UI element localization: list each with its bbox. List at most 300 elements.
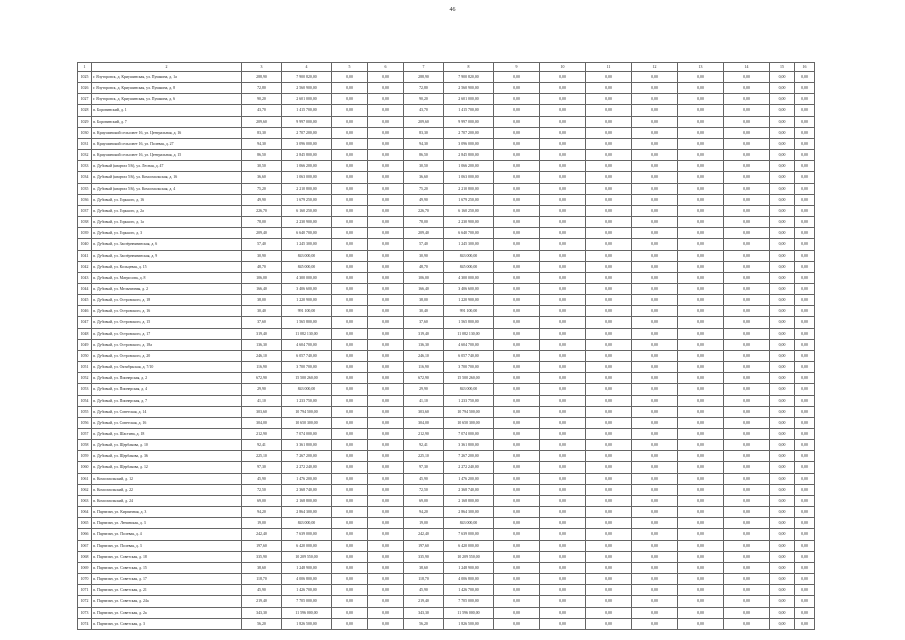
table-cell: 0,00: [494, 607, 540, 618]
table-cell: 843 000,00: [282, 250, 332, 261]
table-cell: 0,00: [332, 150, 368, 161]
table-cell: 1058: [78, 440, 92, 451]
table-cell: 0,00: [368, 484, 404, 495]
table-cell: 2 210 800,00: [444, 183, 494, 194]
table-cell: 0,00: [540, 507, 586, 518]
table-cell: 1 415 700,00: [444, 105, 494, 116]
table-cell: 0,00: [368, 440, 404, 451]
column-number: 4: [282, 63, 332, 72]
table-cell: 0,00: [368, 462, 404, 473]
table-cell: 1 063 000,00: [282, 172, 332, 183]
table-cell: 0,00: [770, 72, 795, 83]
table-cell: 57,40: [404, 239, 444, 250]
table-cell: 0,00: [770, 350, 795, 361]
table-cell: 0,00: [494, 406, 540, 417]
table-cell: 0,00: [678, 83, 724, 94]
table-cell: 0,00: [678, 451, 724, 462]
table-row: [78, 518, 815, 529]
table-cell: 1 066 200,00: [282, 161, 332, 172]
table-cell: 0,00: [586, 529, 632, 540]
table-cell: 4 300 000,00: [444, 272, 494, 283]
table-cell: 0,00: [332, 395, 368, 406]
table-cell: 0,00: [368, 116, 404, 127]
table-cell: 6 057 740,00: [282, 350, 332, 361]
table-cell: 6 160 250,00: [282, 205, 332, 216]
table-cell: 0,00: [494, 250, 540, 261]
table-cell: 6 420 000,00: [444, 540, 494, 551]
table-cell: 0,00: [795, 429, 815, 440]
table-cell: 0,00: [678, 317, 724, 328]
address-cell: п. Дубовый, ул. Советская, д. 16: [92, 417, 242, 428]
address-cell: п. Партизан, ул. Советская, д. 24а: [92, 596, 242, 607]
table-cell: 4 604 700,00: [282, 339, 332, 350]
table-cell: 0,00: [724, 384, 770, 395]
table-cell: 1062: [78, 484, 92, 495]
table-cell: 0,00: [368, 562, 404, 573]
table-cell: 0,00: [332, 105, 368, 116]
table-cell: 0,00: [795, 384, 815, 395]
address-cell: п. Дубовый (квартал 5/6), ул. Комсомольская, д. 4: [92, 183, 242, 194]
table-cell: 38,00: [242, 295, 282, 306]
table-cell: 0,00: [632, 585, 678, 596]
table-cell: 246,10: [404, 350, 444, 361]
table-cell: 0,00: [724, 283, 770, 294]
table-cell: 0,00: [632, 295, 678, 306]
table-cell: 0,00: [368, 83, 404, 94]
table-cell: 0,00: [632, 551, 678, 562]
table-cell: 0,00: [368, 317, 404, 328]
table-cell: 0,00: [540, 205, 586, 216]
table-cell: 43,70: [404, 105, 444, 116]
table-cell: 0,00: [724, 272, 770, 283]
table-cell: 0,00: [368, 529, 404, 540]
table-cell: 219,40: [242, 596, 282, 607]
table-cell: 0,00: [678, 172, 724, 183]
table-cell: 0,00: [586, 518, 632, 529]
table-cell: 3 096 000,00: [444, 138, 494, 149]
table-cell: 0,00: [632, 116, 678, 127]
address-cell: п. Дубовый, ул. Кольцевая, д. 15: [92, 261, 242, 272]
table-cell: 57,40: [242, 239, 282, 250]
table-cell: 0,00: [770, 261, 795, 272]
table-cell: 0,00: [632, 150, 678, 161]
table-cell: 0,00: [368, 518, 404, 529]
table-cell: 0,00: [770, 116, 795, 127]
table-cell: 0,00: [494, 574, 540, 585]
table-cell: 0,00: [586, 328, 632, 339]
table-cell: 10 209 550,00: [444, 551, 494, 562]
table-cell: 0,00: [332, 451, 368, 462]
table-cell: 0,00: [540, 72, 586, 83]
table-cell: 1 565 800,00: [282, 317, 332, 328]
table-cell: 0,00: [632, 283, 678, 294]
table-cell: 0,00: [770, 83, 795, 94]
table-cell: 0,00: [368, 172, 404, 183]
table-cell: 0,00: [795, 540, 815, 551]
table-cell: 0,00: [540, 217, 586, 228]
table-cell: 0,00: [795, 250, 815, 261]
table-cell: 1035: [78, 183, 92, 194]
table-cell: 0,00: [494, 183, 540, 194]
table-cell: 0,00: [368, 205, 404, 216]
table-cell: 78,00: [404, 217, 444, 228]
table-cell: 0,00: [368, 574, 404, 585]
table-cell: 0,00: [770, 217, 795, 228]
table-row: [78, 239, 815, 250]
address-cell: п. Партизан, ул. Советская, д. 21: [92, 585, 242, 596]
table-cell: 0,00: [724, 261, 770, 272]
table-cell: 0,00: [770, 94, 795, 105]
table-cell: 4 604 700,00: [444, 339, 494, 350]
table-cell: 0,00: [724, 194, 770, 205]
table-cell: 6 057 740,00: [444, 350, 494, 361]
table-cell: 0,00: [724, 373, 770, 384]
table-cell: 0,00: [332, 283, 368, 294]
table-cell: 1031: [78, 138, 92, 149]
table-cell: 0,00: [678, 473, 724, 484]
table-cell: 0,00: [724, 507, 770, 518]
table-cell: 0,00: [724, 295, 770, 306]
data-table: [77, 62, 815, 630]
table-row: [78, 116, 815, 127]
table-cell: 0,00: [368, 239, 404, 250]
table-row: [78, 373, 815, 384]
table-cell: 0,00: [586, 350, 632, 361]
table-cell: 0,00: [494, 585, 540, 596]
table-cell: 0,00: [332, 350, 368, 361]
table-cell: 1052: [78, 373, 92, 384]
table-cell: 136,30: [404, 339, 444, 350]
table-row: [78, 261, 815, 272]
table-cell: 0,00: [795, 518, 815, 529]
table-cell: 1066: [78, 529, 92, 540]
table-cell: 1 220 900,00: [444, 295, 494, 306]
table-cell: 45,90: [242, 585, 282, 596]
table-cell: 0,00: [586, 239, 632, 250]
table-cell: 38,60: [242, 562, 282, 573]
table-cell: 0,00: [632, 105, 678, 116]
column-number: 15: [770, 63, 795, 72]
table-cell: 19,00: [404, 518, 444, 529]
table-cell: 0,00: [586, 161, 632, 172]
table-cell: 0,00: [494, 261, 540, 272]
address-cell: п. Партизан, ул. Советская, д. 2а: [92, 607, 242, 618]
table-cell: 0,00: [332, 440, 368, 451]
table-cell: 1038: [78, 217, 92, 228]
table-cell: 0,00: [678, 127, 724, 138]
table-cell: 0,00: [368, 384, 404, 395]
table-cell: 0,00: [678, 574, 724, 585]
table-cell: 0,00: [540, 551, 586, 562]
table-cell: 0,00: [586, 172, 632, 183]
table-cell: 335,90: [242, 551, 282, 562]
table-cell: 2 368 740,00: [282, 484, 332, 495]
table-cell: 0,00: [586, 339, 632, 350]
table-cell: 2 845 800,00: [282, 150, 332, 161]
table-cell: 69,00: [242, 495, 282, 506]
table-cell: 335,90: [404, 551, 444, 562]
table-cell: 845 000,00: [282, 261, 332, 272]
table-cell: 0,00: [540, 272, 586, 283]
table-cell: 0,00: [724, 451, 770, 462]
table-cell: 0,00: [724, 317, 770, 328]
table-cell: 0,00: [494, 83, 540, 94]
table-cell: 1 565 800,00: [444, 317, 494, 328]
table-cell: 0,00: [724, 529, 770, 540]
table-cell: 0,00: [724, 328, 770, 339]
table-row: [78, 138, 815, 149]
table-cell: 0,00: [632, 94, 678, 105]
table-cell: 0,00: [795, 306, 815, 317]
table-cell: 0,00: [724, 495, 770, 506]
table-cell: 0,00: [586, 596, 632, 607]
table-cell: 1053: [78, 384, 92, 395]
table-cell: 0,00: [724, 116, 770, 127]
column-number: 3: [242, 63, 282, 72]
table-cell: 2 707 200,00: [282, 127, 332, 138]
table-cell: 0,00: [368, 295, 404, 306]
table-cell: 2 601 000,00: [444, 94, 494, 105]
table-cell: 0,00: [632, 205, 678, 216]
table-cell: 0,00: [586, 384, 632, 395]
table-cell: 0,00: [678, 384, 724, 395]
table-cell: 0,00: [540, 529, 586, 540]
table-cell: 0,00: [724, 350, 770, 361]
table-cell: 0,00: [795, 406, 815, 417]
table-cell: 0,00: [678, 551, 724, 562]
table-cell: 0,00: [540, 83, 586, 94]
table-cell: 209,40: [404, 228, 444, 239]
table-cell: 2 601 000,00: [282, 94, 332, 105]
table-cell: 0,00: [724, 395, 770, 406]
column-number: 1: [78, 63, 92, 72]
table-cell: 0,00: [678, 540, 724, 551]
table-cell: 0,00: [678, 250, 724, 261]
table-cell: 0,00: [795, 339, 815, 350]
table-row: [78, 161, 815, 172]
table-cell: 94,30: [242, 138, 282, 149]
table-cell: 0,00: [540, 228, 586, 239]
table-cell: 7 900 820,00: [444, 72, 494, 83]
table-cell: 0,00: [678, 295, 724, 306]
table-cell: 1055: [78, 406, 92, 417]
address-cell: п. Партизан, ул. Советская, д. 17: [92, 574, 242, 585]
table-cell: 0,00: [678, 161, 724, 172]
table-cell: 1 233 750,00: [444, 395, 494, 406]
address-cell: п. Комсомольский, д. 22: [92, 484, 242, 495]
table-cell: 1040: [78, 239, 92, 250]
table-cell: 0,00: [494, 551, 540, 562]
table-cell: 843 000,00: [444, 518, 494, 529]
table-cell: 19,00: [242, 518, 282, 529]
address-cell: п. Партизан, ул. Полевая, д. 3: [92, 540, 242, 551]
table-cell: 0,00: [368, 217, 404, 228]
table-cell: 11 596 000,00: [282, 607, 332, 618]
table-cell: 2 864 300,00: [282, 507, 332, 518]
table-cell: 0,00: [494, 417, 540, 428]
table-cell: 30,40: [404, 306, 444, 317]
table-cell: 45,90: [242, 473, 282, 484]
table-cell: 30,50: [404, 161, 444, 172]
table-row: [78, 406, 815, 417]
table-cell: 1 220 900,00: [282, 295, 332, 306]
table-cell: 30,50: [242, 161, 282, 172]
table-cell: 49,90: [242, 194, 282, 205]
address-cell: п. Комсомольский, д. 24: [92, 495, 242, 506]
table-cell: 0,00: [770, 507, 795, 518]
table-cell: 0,00: [678, 217, 724, 228]
table-cell: 3 361 800,00: [444, 440, 494, 451]
table-cell: 0,00: [586, 406, 632, 417]
table-cell: 4 006 800,00: [444, 574, 494, 585]
table-row: [78, 283, 815, 294]
table-cell: 0,00: [368, 362, 404, 373]
table-cell: 0,00: [678, 261, 724, 272]
table-cell: 0,00: [632, 72, 678, 83]
table-cell: 0,00: [724, 83, 770, 94]
table-cell: 2 560 900,00: [282, 83, 332, 94]
table-cell: 0,00: [770, 172, 795, 183]
table-cell: 2 168 800,00: [444, 495, 494, 506]
table-cell: 843 000,00: [444, 384, 494, 395]
table-cell: 0,00: [724, 306, 770, 317]
table-cell: 0,00: [586, 228, 632, 239]
table-cell: 1 476 200,00: [444, 473, 494, 484]
table-cell: 0,00: [540, 574, 586, 585]
table-cell: 0,00: [795, 183, 815, 194]
table-cell: 0,00: [678, 283, 724, 294]
table-cell: 116,90: [404, 362, 444, 373]
table-cell: 0,00: [724, 484, 770, 495]
table-cell: 0,00: [795, 138, 815, 149]
table-cell: 0,00: [795, 205, 815, 216]
table-cell: 0,00: [795, 295, 815, 306]
table-cell: 0,00: [795, 596, 815, 607]
table-cell: 0,00: [795, 574, 815, 585]
table-cell: 0,00: [632, 373, 678, 384]
table-cell: 1036: [78, 194, 92, 205]
table-cell: 225,10: [242, 451, 282, 462]
table-cell: 7 900 820,00: [282, 72, 332, 83]
table-cell: 0,00: [368, 272, 404, 283]
address-cell: п. Дубовый, ул. Островского, д. 16: [92, 306, 242, 317]
table-cell: 0,00: [770, 417, 795, 428]
table-cell: 0,00: [586, 484, 632, 495]
table-cell: 118,70: [242, 574, 282, 585]
table-cell: 1059: [78, 451, 92, 462]
table-cell: 1 245 300,00: [444, 239, 494, 250]
table-cell: 0,00: [770, 618, 795, 629]
table-cell: 0,00: [795, 529, 815, 540]
table-cell: 0,00: [678, 518, 724, 529]
table-cell: 7 074 000,00: [282, 429, 332, 440]
table-cell: 0,00: [632, 562, 678, 573]
table-cell: 0,00: [332, 306, 368, 317]
table-cell: 0,00: [770, 306, 795, 317]
table-row: [78, 339, 815, 350]
table-cell: 0,00: [632, 272, 678, 283]
table-cell: 0,00: [540, 473, 586, 484]
table-cell: 0,00: [586, 138, 632, 149]
table-cell: 0,00: [540, 317, 586, 328]
table-cell: 0,00: [724, 127, 770, 138]
table-cell: 1063: [78, 495, 92, 506]
table-row: [78, 529, 815, 540]
table-row: [78, 562, 815, 573]
table-cell: 0,00: [770, 194, 795, 205]
table-cell: 0,00: [586, 462, 632, 473]
table-cell: 6 420 000,00: [282, 540, 332, 551]
table-cell: 0,00: [368, 429, 404, 440]
table-cell: 0,00: [540, 261, 586, 272]
table-cell: 106,00: [242, 272, 282, 283]
table-cell: 0,00: [494, 172, 540, 183]
table-cell: 0,00: [586, 440, 632, 451]
table-cell: 0,00: [494, 484, 540, 495]
table-cell: 0,00: [795, 562, 815, 573]
table-cell: 97,30: [404, 462, 444, 473]
table-cell: 226,70: [242, 205, 282, 216]
table-cell: 0,00: [724, 417, 770, 428]
table-cell: 0,00: [795, 317, 815, 328]
table-cell: 0,00: [586, 194, 632, 205]
table-cell: 1 063 000,00: [444, 172, 494, 183]
table-cell: 1069: [78, 562, 92, 573]
table-cell: 0,00: [540, 395, 586, 406]
table-cell: 0,00: [368, 194, 404, 205]
table-cell: 0,00: [770, 462, 795, 473]
table-cell: 288,90: [404, 72, 444, 83]
table-cell: 0,00: [724, 339, 770, 350]
address-cell: п. Дубовый (квартал 5/6), ул. Лесная, д. 47: [92, 161, 242, 172]
table-cell: 0,00: [770, 161, 795, 172]
table-cell: 0,00: [632, 607, 678, 618]
table-cell: 0,00: [332, 574, 368, 585]
table-cell: 0,00: [332, 373, 368, 384]
table-cell: 1042: [78, 261, 92, 272]
table-cell: 0,00: [678, 183, 724, 194]
address-cell: п. Дубовый, ул. Заозёрнеянинская, д. 9: [92, 250, 242, 261]
table-cell: 0,00: [770, 283, 795, 294]
table-cell: 0,00: [632, 596, 678, 607]
table-cell: 672,90: [404, 373, 444, 384]
table-cell: 0,00: [494, 228, 540, 239]
address-cell: п. Дубовый, ул. Щербакова, д. 12: [92, 462, 242, 473]
table-cell: 845 000,00: [444, 261, 494, 272]
table-cell: 0,00: [724, 440, 770, 451]
table-cell: 0,00: [770, 362, 795, 373]
address-cell: г. Ялуторовск, д. Криушинская, ул. Пушкина, д. 8: [92, 83, 242, 94]
table-cell: 1068: [78, 551, 92, 562]
table-cell: 0,00: [586, 362, 632, 373]
address-cell: п. Боровинский, д. 7: [92, 116, 242, 127]
table-cell: 0,00: [540, 94, 586, 105]
table-cell: 0,00: [540, 161, 586, 172]
address-cell: п. Дубовый, ул. Пионерская, д. 7: [92, 395, 242, 406]
table-cell: 90,20: [404, 94, 444, 105]
table-cell: 0,00: [795, 127, 815, 138]
table-cell: 0,00: [540, 451, 586, 462]
table-cell: 212,90: [242, 429, 282, 440]
table-cell: 0,00: [770, 239, 795, 250]
table-cell: 36,60: [404, 172, 444, 183]
table-row: [78, 183, 815, 194]
table-cell: 0,00: [770, 429, 795, 440]
table-cell: 3 361 800,00: [282, 440, 332, 451]
table-cell: 118,70: [404, 574, 444, 585]
table-cell: 166,40: [242, 283, 282, 294]
table-cell: 0,00: [540, 239, 586, 250]
